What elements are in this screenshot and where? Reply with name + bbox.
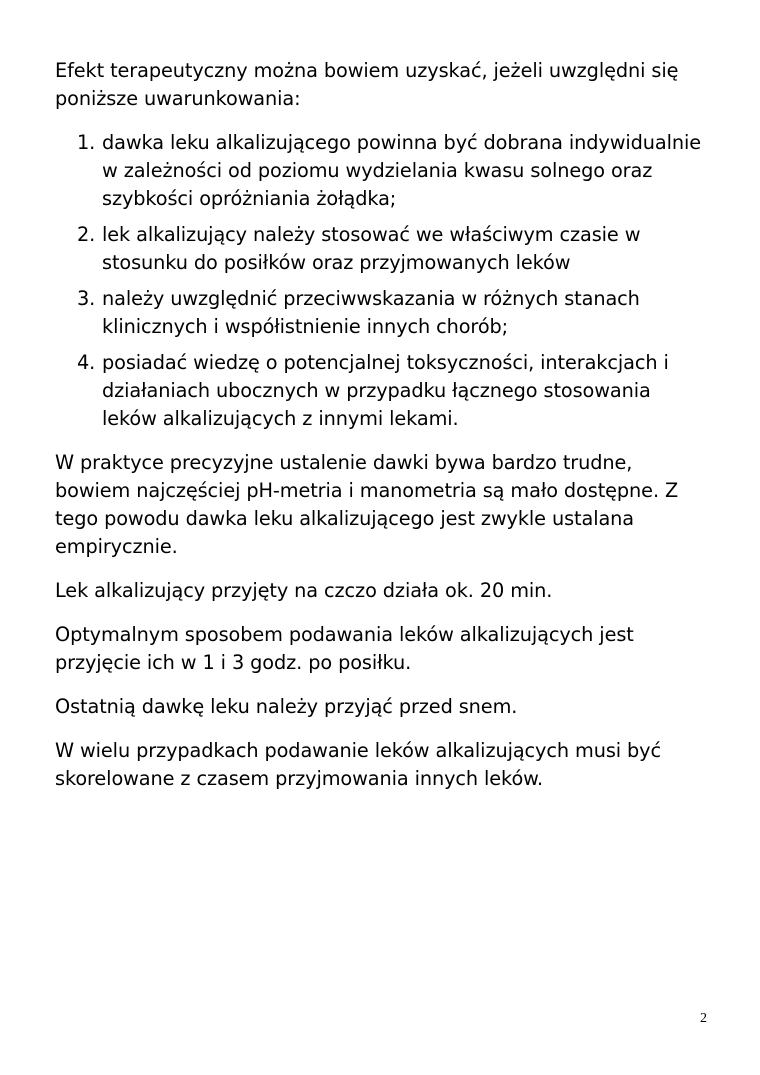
list-item-number: 4.: [77, 351, 96, 374]
body-paragraph: W wielu przypadkach podawanie leków alkalizujących musi być skorelowane z czasem przyjmowania innych leków.: [55, 739, 661, 790]
list-item-text: lek alkalizujący należy stosować we właściwym czasie w stosunku do posiłków oraz przyjmowanych leków: [102, 223, 641, 274]
page-number: 2: [700, 1011, 707, 1026]
body-paragraph: Ostatnią dawkę leku należy przyjąć przed snem.: [55, 695, 518, 718]
list-item-text: dawka leku alkalizującego powinna być dobrana indywidualnie w zależności od poziomu wydzielania kwasu solnego oraz szybkości opróżniania żołądka;: [102, 131, 702, 210]
list-item-number: 3.: [77, 287, 96, 310]
list-item-text: należy uwzględnić przeciwwskazania w różnych stanach klinicznych i współistnienie innych chorób;: [102, 287, 640, 338]
body-paragraph: W praktyce precyzyjne ustalenie dawki bywa bardzo trudne, bowiem najczęściej pH-metria i manometria są mało dostępne. Z tego powodu dawka leku alkalizującego jest zwykle ustalana empirycznie.: [55, 451, 679, 558]
list-item-number: 2.: [77, 223, 96, 246]
list-item-number: 1.: [77, 131, 96, 154]
body-paragraph: Optymalnym sposobem podawania leków alkalizujących jest przyjęcie ich w 1 i 3 godz. po posiłku.: [55, 623, 634, 674]
conditions-list: [55, 129, 705, 433]
intro-paragraph: Efekt terapeutyczny można bowiem uzyskać, jeżeli uwzględni się poniższe uwarunkowania:: [55, 59, 679, 110]
list-item: [55, 221, 705, 277]
body-paragraph: Lek alkalizujący przyjęty na czczo działa ok. 20 min.: [55, 579, 553, 602]
list-item: [55, 129, 705, 213]
list-item: [55, 349, 705, 433]
list-item: [55, 285, 705, 341]
document-page: [55, 57, 705, 809]
list-item-text: posiadać wiedzę o potencjalnej toksyczności, interakcjach i działaniach ubocznych w przypadku łącznego stosowania leków alkalizujących z innymi lekami.: [102, 351, 669, 430]
